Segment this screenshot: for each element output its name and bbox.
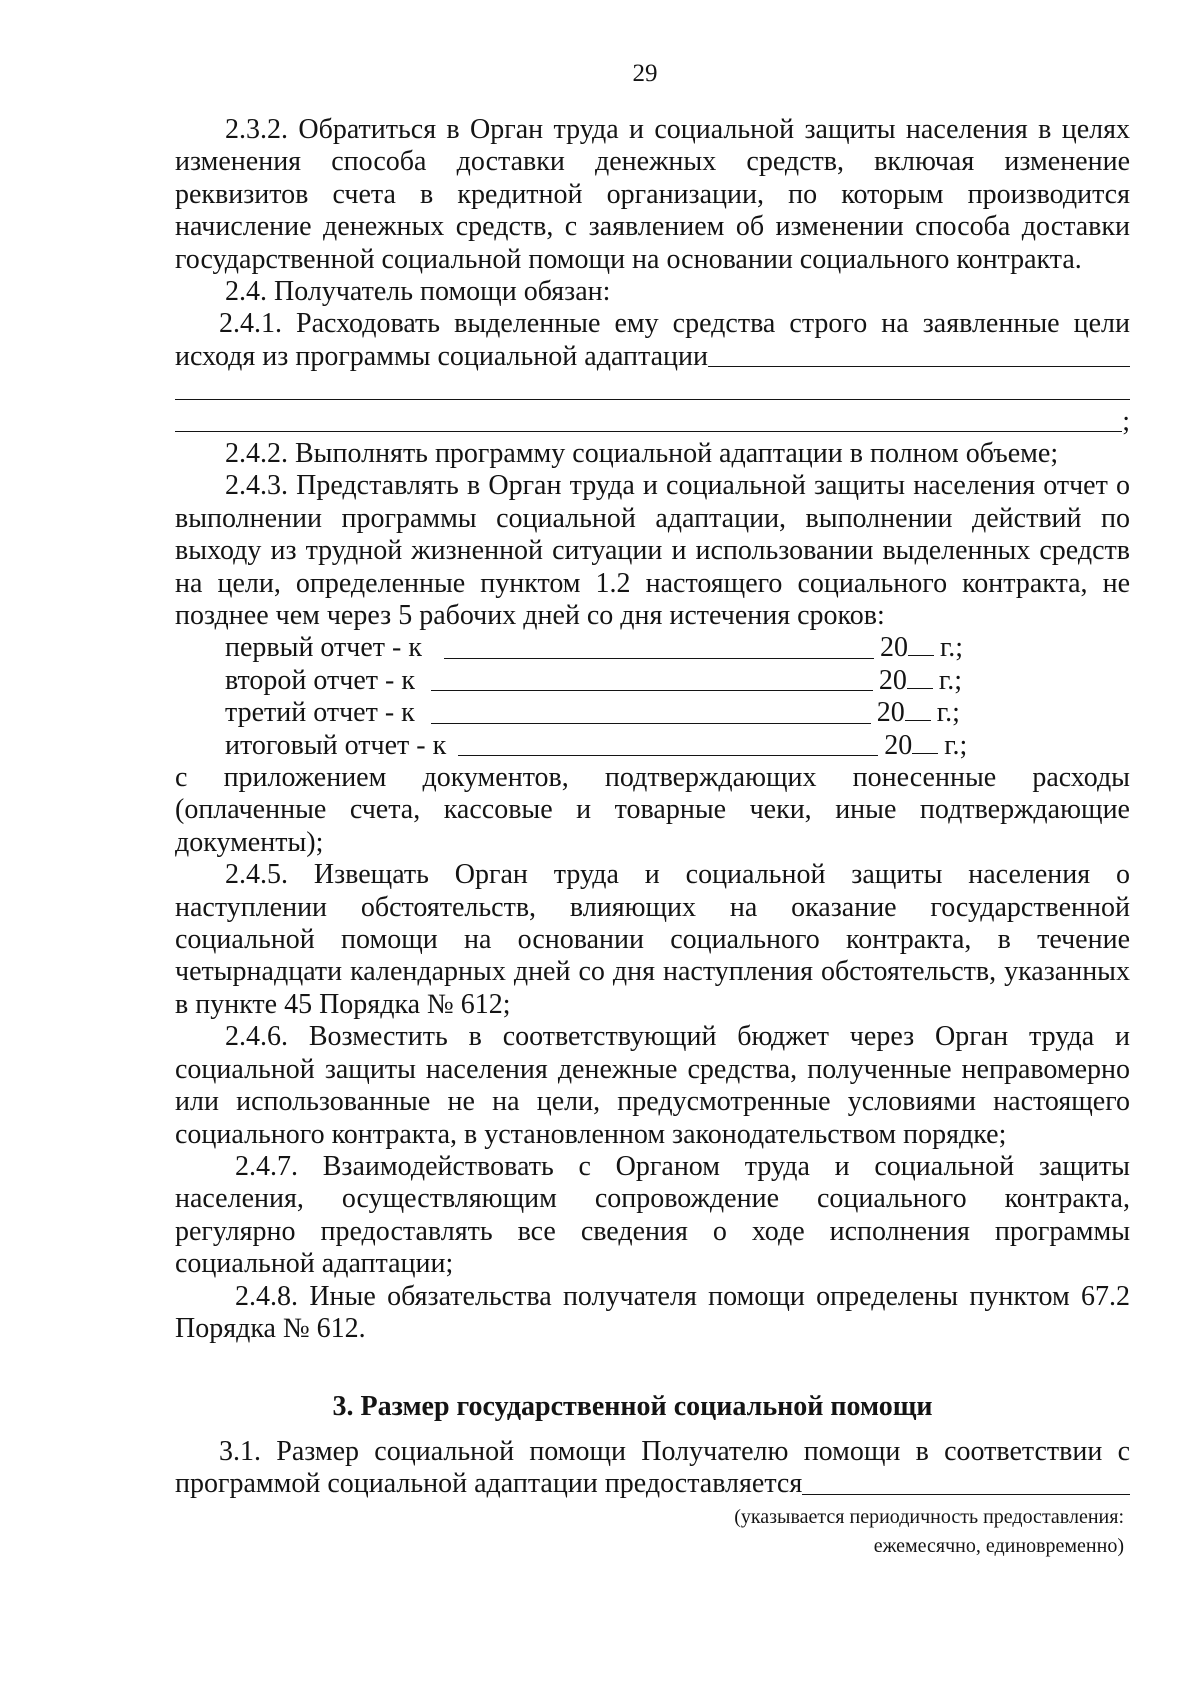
- paragraph-2-4: 2.4. Получатель помощи обязан:: [225, 276, 611, 308]
- report-date-blank[interactable]: [431, 666, 873, 691]
- year-blank[interactable]: [907, 666, 933, 689]
- paragraph-2-4-3: 2.4.3. Представлять в Орган труда и социальной защиты населения отчет о выполнении программы социальной адаптации, выполнении действий по выходу из трудной жизненной ситуации и использовании выделенных средств на цели, определенные пунктом 1.2 настоящего социального контракта, не позднее чем через 5 рабочих дней со дня истечения сроков:: [175, 470, 1130, 632]
- report-date-blank[interactable]: [431, 699, 871, 724]
- fill-in-blank-line[interactable]: [708, 342, 1130, 367]
- periodicity-hint: [175, 1503, 1124, 1561]
- report-label: второй отчет - к: [225, 664, 415, 696]
- document-body: [175, 114, 1130, 1561]
- hint-line: ежемесячно, единовременно): [873, 1534, 1124, 1557]
- blank-line-row: [175, 373, 1130, 405]
- year-blank[interactable]: [912, 731, 938, 754]
- fill-in-blank-line[interactable]: [175, 407, 1122, 432]
- report-row-first: [175, 632, 1130, 664]
- report-date-blank[interactable]: [458, 731, 878, 756]
- paragraph-2-4-7: 2.4.7. Взаимодействовать с Органом труда и социальной защиты населения, осуществляющим сопровождение социального контракта, регулярно предоставлять все сведения о ходе исполнения программы социальной адаптации;: [175, 1150, 1130, 1280]
- report-year: 20 г.;: [878, 664, 963, 696]
- report-label: третий отчет - к: [225, 697, 415, 729]
- paragraph-3-1-line1: 3.1. Размер социальной помощи Получателю помощи в соответствии с: [219, 1435, 1130, 1467]
- report-year: 20 г.;: [879, 632, 964, 664]
- blank-line-row: [175, 406, 1130, 438]
- report-year: 20 г.;: [884, 729, 968, 761]
- fill-in-blank-line[interactable]: [802, 1470, 1130, 1495]
- fill-in-blank-line[interactable]: [175, 375, 1130, 400]
- paragraph-2-4-1-text: исходя из программы социальной адаптации: [175, 340, 708, 372]
- report-label: первый отчет - к: [225, 632, 422, 664]
- paragraph-2-4-1-line1: 2.4.1. Расходовать выделенные ему средства строго на заявленные цели: [219, 308, 1130, 340]
- report-date-blank[interactable]: [444, 634, 874, 659]
- paragraph-attachments: с приложением документов, подтверждающих понесенные расходы (оплаченные счета, кассовые и товарные чеки, иные подтверждающие документы);: [175, 762, 1130, 858]
- hint-line: (указывается периодичность предоставления:: [734, 1505, 1124, 1528]
- semicolon: ;: [1122, 405, 1130, 437]
- paragraph-2-4-6: 2.4.6. Возместить в соответствующий бюджет через Орган труда и социальной защиты населения денежные средства, полученные неправомерно или использованные не на цели, предусмотренные условиями настоящего социального контракта, в установленном законодательством порядке;: [175, 1021, 1130, 1150]
- report-row-second: [175, 665, 1130, 697]
- report-year: 20 г.;: [876, 697, 960, 729]
- paragraph-2-4-5: 2.4.5. Извещать Орган труда и социальной защиты населения о наступлении обстоятельств, влияющих на оказание государственной социальной помощи на основании социального контракта, в течение четырнадцати календарных дней со дня наступления обстоятельств, указанных в пункте 45 Порядка № 612;: [175, 859, 1130, 1020]
- paragraph-2-4-1-line2: [175, 341, 1130, 373]
- report-row-third: [175, 697, 1130, 729]
- paragraph-3-1-text: программой социальной адаптации предоставляется: [175, 1468, 803, 1500]
- year-blank[interactable]: [908, 633, 934, 656]
- paragraph-2-4-8: 2.4.8. Иные обязательства получателя помощи определены пунктом 67.2 Порядка № 612.: [175, 1280, 1130, 1344]
- report-label: итоговый отчет - к: [225, 729, 447, 761]
- page-number: 29: [632, 60, 658, 87]
- report-row-final: [175, 730, 1130, 762]
- year-blank[interactable]: [905, 698, 931, 721]
- section-3-heading: 3. Размер государственной социальной помощи: [332, 1391, 933, 1423]
- paragraph-2-3-2: 2.3.2. Обратиться в Орган труда и социальной защиты населения в целях изменения способа доставки денежных средств, включая изменение реквизитов счета в кредитной организации, по которым производится начисление денежных средств, с заявлением об изменении способа доставки государственной социальной помощи на основании социального контракта.: [175, 114, 1130, 275]
- paragraph-2-4-2: 2.4.2. Выполнять программу социальной адаптации в полном объеме;: [225, 438, 1059, 470]
- paragraph-3-1-line2: [175, 1468, 1130, 1500]
